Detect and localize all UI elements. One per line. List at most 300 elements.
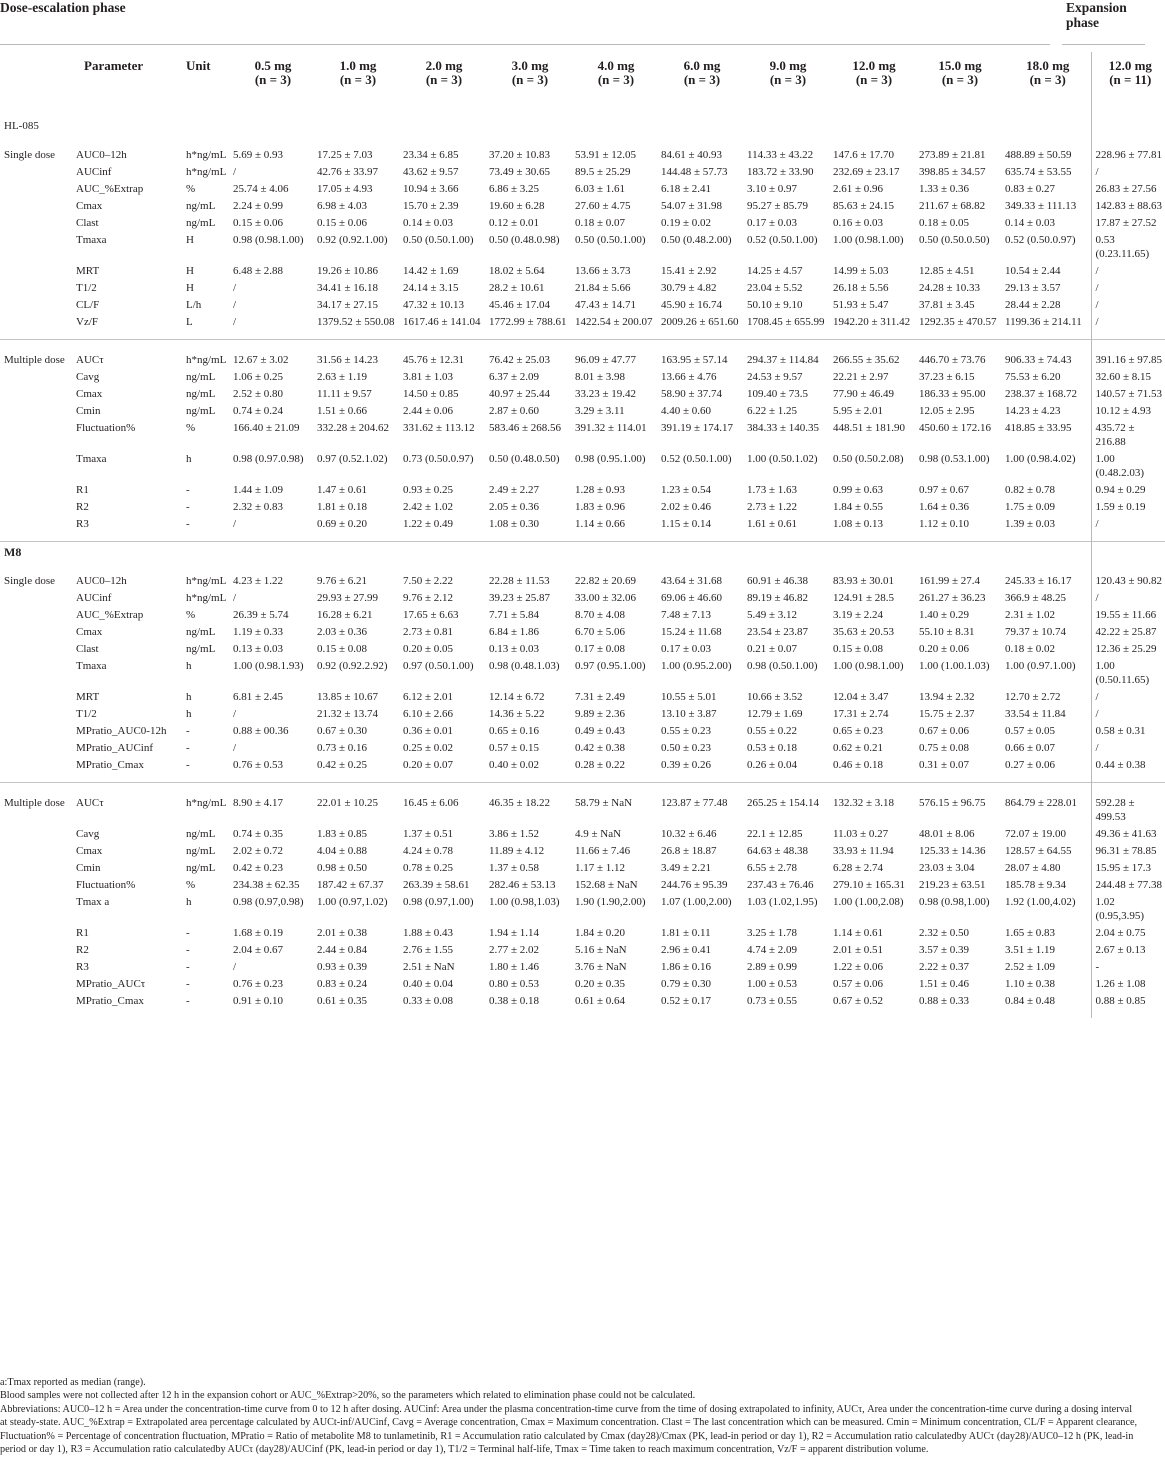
spacer-cell bbox=[829, 116, 915, 135]
value-cell: 95.27 ± 85.79 bbox=[747, 200, 809, 212]
value-cell: 3.49 ± 2.21 bbox=[661, 862, 712, 874]
value-cell: 0.52 (0.50.1.00) bbox=[747, 234, 818, 246]
parameter-cell: T1/2 bbox=[76, 282, 97, 294]
value-cell: 1.84 ± 0.55 bbox=[833, 501, 884, 513]
parameter-cell: R2 bbox=[76, 501, 89, 513]
value-cell: 0.31 ± 0.07 bbox=[919, 759, 970, 771]
value-cell: 21.84 ± 5.66 bbox=[575, 282, 631, 294]
value-cell: 46.35 ± 18.22 bbox=[489, 797, 551, 809]
value-cell: 864.79 ± 228.01 bbox=[1005, 797, 1078, 809]
spacer-cell bbox=[915, 135, 1001, 145]
spacer-cell bbox=[1091, 561, 1165, 571]
unit-cell: h*ng/mL bbox=[186, 592, 227, 604]
value-cell: 1.00 (0.97,1.02) bbox=[317, 896, 388, 908]
value-cell: 31.56 ± 14.23 bbox=[317, 354, 379, 366]
expansion-value-cell: 32.60 ± 8.15 bbox=[1091, 367, 1165, 384]
value-cell: 488.89 ± 50.59 bbox=[1005, 149, 1072, 161]
value-cell: 123.87 ± 77.48 bbox=[661, 797, 728, 809]
spacer-cell bbox=[0, 783, 72, 794]
value-cell: 1.92 (1.00,4.02) bbox=[1005, 896, 1076, 908]
value-cell: 27.60 ± 4.75 bbox=[575, 200, 631, 212]
group-label-blank bbox=[0, 295, 72, 312]
group-label-blank bbox=[0, 639, 72, 656]
spacer-cell bbox=[1001, 329, 1091, 340]
value-cell: 0.98 (0.98,1.00) bbox=[919, 896, 990, 908]
value-cell: 69.06 ± 46.60 bbox=[661, 592, 723, 604]
value-cell: 12.14 ± 6.72 bbox=[489, 691, 545, 703]
value-cell: 0.15 ± 0.06 bbox=[317, 217, 368, 229]
value-cell: 0.52 (0.50.0.97) bbox=[1005, 234, 1076, 246]
value-cell: 47.32 ± 10.13 bbox=[403, 299, 465, 311]
spacer-cell bbox=[399, 772, 485, 783]
value-cell: 391.19 ± 174.17 bbox=[661, 422, 734, 434]
table-row bbox=[0, 480, 1165, 497]
unit-cell: ng/mL bbox=[186, 828, 216, 840]
unit-cell: H bbox=[186, 265, 194, 277]
header-dose: 15.0 mg (n = 3) bbox=[938, 58, 982, 87]
spacer-cell bbox=[229, 135, 313, 145]
value-cell: / bbox=[233, 299, 237, 311]
table-row bbox=[0, 721, 1165, 738]
spacer-cell bbox=[571, 531, 657, 542]
value-cell: 1.12 ± 0.10 bbox=[919, 518, 970, 530]
value-cell: 0.17 ± 0.08 bbox=[575, 643, 626, 655]
spacer-cell bbox=[1091, 116, 1165, 135]
value-cell: 21.32 ± 13.74 bbox=[317, 708, 379, 720]
table-row bbox=[0, 418, 1165, 449]
parameter-cell: MPratio_AUCτ bbox=[76, 978, 146, 990]
value-cell: 28.07 ± 4.80 bbox=[1005, 862, 1061, 874]
unit-cell: L/h bbox=[186, 299, 202, 311]
value-cell: / bbox=[233, 518, 237, 530]
expansion-value-cell: 0.53 (0.23.11.65) bbox=[1091, 230, 1165, 261]
value-cell: 4.23 ± 1.22 bbox=[233, 575, 284, 587]
value-cell: 1.00 (0.98,1.03) bbox=[489, 896, 560, 908]
expansion-value-cell: / bbox=[1091, 588, 1165, 605]
value-cell: 2.51 ± NaN bbox=[403, 961, 455, 973]
value-cell: 0.62 ± 0.21 bbox=[833, 742, 884, 754]
value-cell: 28.2 ± 10.61 bbox=[489, 282, 545, 294]
value-cell: 24.14 ± 3.15 bbox=[403, 282, 459, 294]
value-cell: 2.76 ± 1.55 bbox=[403, 944, 454, 956]
expansion-value-cell: / bbox=[1091, 738, 1165, 755]
expansion-value-cell: 15.95 ± 17.3 bbox=[1091, 858, 1165, 875]
spacer-cell bbox=[1001, 783, 1091, 794]
value-cell: 1.40 ± 0.29 bbox=[919, 609, 970, 621]
table-row bbox=[0, 401, 1165, 418]
value-cell: 76.42 ± 25.03 bbox=[489, 354, 551, 366]
value-cell: 0.55 ± 0.23 bbox=[661, 725, 712, 737]
value-cell: 0.49 ± 0.43 bbox=[575, 725, 626, 737]
spacer-cell bbox=[229, 561, 313, 571]
value-cell: 1.15 ± 0.14 bbox=[661, 518, 712, 530]
value-cell: 0.57 ± 0.05 bbox=[1005, 725, 1056, 737]
spacer-cell bbox=[657, 561, 743, 571]
value-cell: 2.44 ± 0.06 bbox=[403, 405, 454, 417]
value-cell: 0.15 ± 0.06 bbox=[233, 217, 284, 229]
compound-label: M8 bbox=[0, 542, 182, 562]
header-dose: 9.0 mg (n = 3) bbox=[769, 58, 807, 87]
spacer-cell bbox=[915, 542, 1001, 562]
group-label-blank bbox=[0, 213, 72, 230]
expansion-value-cell: 17.87 ± 27.52 bbox=[1091, 213, 1165, 230]
value-cell: 17.65 ± 6.63 bbox=[403, 609, 459, 621]
spacer-cell bbox=[915, 531, 1001, 542]
value-cell: 1.00 (0.98.4.02) bbox=[1005, 453, 1076, 465]
spacer-cell bbox=[399, 116, 485, 135]
unit-cell: h*ng/mL bbox=[186, 166, 227, 178]
value-cell: 0.98 (0.48.1.03) bbox=[489, 660, 560, 672]
value-cell: 0.16 ± 0.03 bbox=[833, 217, 884, 229]
value-cell: 0.50 (0.48.0.98) bbox=[489, 234, 560, 246]
unit-cell: ng/mL bbox=[186, 626, 216, 638]
group-label-blank bbox=[0, 957, 72, 974]
spacer-cell bbox=[743, 561, 829, 571]
value-cell: 1617.46 ± 141.04 bbox=[403, 316, 481, 328]
spacer-cell bbox=[399, 1008, 485, 1018]
spacer-cell bbox=[657, 340, 743, 351]
value-cell: 89.5 ± 25.29 bbox=[575, 166, 631, 178]
header-dose: 1.0 mg (n = 3) bbox=[339, 58, 377, 87]
value-cell: 1.00 (0.98.1.00) bbox=[833, 660, 904, 672]
group-label-blank bbox=[0, 449, 72, 480]
value-cell: 96.09 ± 47.77 bbox=[575, 354, 637, 366]
parameter-cell: AUC_%Extrap bbox=[76, 609, 144, 621]
value-cell: / bbox=[233, 708, 237, 720]
value-cell: 1.08 ± 0.30 bbox=[489, 518, 540, 530]
spacer-cell bbox=[229, 329, 313, 340]
value-cell: 0.40 ± 0.02 bbox=[489, 759, 540, 771]
value-cell: 583.46 ± 268.56 bbox=[489, 422, 562, 434]
parameter-cell: AUCτ bbox=[76, 797, 104, 809]
value-cell: 2.61 ± 0.96 bbox=[833, 183, 884, 195]
value-cell: 6.84 ± 1.86 bbox=[489, 626, 540, 638]
header-dose: 3.0 mg (n = 3) bbox=[511, 58, 549, 87]
table-row bbox=[0, 687, 1165, 704]
spacer-cell bbox=[1001, 135, 1091, 145]
value-cell: 0.73 (0.50.0.97) bbox=[403, 453, 474, 465]
value-cell: 294.37 ± 114.84 bbox=[747, 354, 819, 366]
value-cell: 5.95 ± 2.01 bbox=[833, 405, 884, 417]
unit-cell: L bbox=[186, 316, 193, 328]
value-cell: 232.69 ± 23.17 bbox=[833, 166, 900, 178]
value-cell: 0.36 ± 0.01 bbox=[403, 725, 454, 737]
value-cell: 1772.99 ± 788.61 bbox=[489, 316, 567, 328]
value-cell: 109.40 ± 73.5 bbox=[747, 388, 809, 400]
value-cell: 0.67 ± 0.30 bbox=[317, 725, 368, 737]
spacer-cell bbox=[485, 772, 571, 783]
value-cell: 40.97 ± 25.44 bbox=[489, 388, 551, 400]
spacer-row bbox=[0, 531, 1165, 542]
value-cell: 1.47 ± 0.61 bbox=[317, 484, 368, 496]
value-cell: 1.03 (1.02,1.95) bbox=[747, 896, 818, 908]
spacer-cell bbox=[0, 561, 72, 571]
group-label-blank bbox=[0, 367, 72, 384]
spacer-row bbox=[0, 135, 1165, 145]
unit-cell: ng/mL bbox=[186, 862, 216, 874]
footnote-tmax: a:Tmax reported as median (range). bbox=[0, 1377, 146, 1388]
table-row bbox=[0, 991, 1165, 1008]
value-cell: 5.69 ± 0.93 bbox=[233, 149, 284, 161]
spacer-cell bbox=[743, 340, 829, 351]
value-cell: 0.75 ± 0.08 bbox=[919, 742, 970, 754]
header-parameter: Parameter bbox=[84, 58, 144, 73]
table-row bbox=[0, 162, 1165, 179]
spacer-cell bbox=[829, 329, 915, 340]
unit-cell: % bbox=[186, 422, 196, 434]
group-label-blank bbox=[0, 278, 72, 295]
unit-cell: - bbox=[186, 725, 190, 737]
value-cell: 0.93 ± 0.39 bbox=[317, 961, 368, 973]
spacer-cell bbox=[72, 561, 182, 571]
value-cell: 1.64 ± 0.36 bbox=[919, 501, 970, 513]
value-cell: 6.37 ± 2.09 bbox=[489, 371, 540, 383]
value-cell: 0.14 ± 0.03 bbox=[403, 217, 454, 229]
value-cell: 0.39 ± 0.26 bbox=[661, 759, 712, 771]
value-cell: 144.48 ± 57.73 bbox=[661, 166, 728, 178]
value-cell: 6.55 ± 2.78 bbox=[747, 862, 798, 874]
value-cell: 29.93 ± 27.99 bbox=[317, 592, 379, 604]
value-cell: 0.88 ± 00.36 bbox=[233, 725, 289, 737]
table-body bbox=[0, 116, 1165, 1018]
value-cell: / bbox=[233, 282, 237, 294]
unit-cell: h bbox=[186, 453, 192, 465]
expansion-value-cell: 0.44 ± 0.38 bbox=[1091, 755, 1165, 772]
value-cell: 6.81 ± 2.45 bbox=[233, 691, 284, 703]
parameter-cell: Cavg bbox=[76, 371, 100, 383]
unit-cell: - bbox=[186, 484, 190, 496]
value-cell: 2.52 ± 1.09 bbox=[1005, 961, 1056, 973]
spacer-cell bbox=[829, 135, 915, 145]
value-cell: 0.73 ± 0.55 bbox=[747, 995, 798, 1007]
parameter-cell: Fluctuation% bbox=[76, 422, 136, 434]
value-cell: 75.53 ± 6.20 bbox=[1005, 371, 1061, 383]
expansion-value-cell: 1.00 (0.50.11.65) bbox=[1091, 656, 1165, 687]
value-cell: 37.81 ± 3.45 bbox=[919, 299, 975, 311]
value-cell: 152.68 ± NaN bbox=[575, 879, 638, 891]
value-cell: 0.18 ± 0.05 bbox=[919, 217, 970, 229]
group-label-blank bbox=[0, 738, 72, 755]
value-cell: 17.25 ± 7.03 bbox=[317, 149, 373, 161]
value-cell: 22.21 ± 2.97 bbox=[833, 371, 889, 383]
header-unit: Unit bbox=[186, 58, 211, 73]
header-dose: 0.5 mg (n = 3) bbox=[254, 58, 292, 87]
value-cell: 0.13 ± 0.03 bbox=[233, 643, 284, 655]
group-label-blank bbox=[0, 755, 72, 772]
table-row bbox=[0, 824, 1165, 841]
value-cell: 128.57 ± 64.55 bbox=[1005, 845, 1072, 857]
value-cell: 124.91 ± 28.5 bbox=[833, 592, 895, 604]
spacer-cell bbox=[0, 531, 72, 542]
table-row bbox=[0, 514, 1165, 531]
value-cell: 6.86 ± 3.25 bbox=[489, 183, 540, 195]
value-cell: 1.00 (1.00,2.08) bbox=[833, 896, 904, 908]
expansion-value-cell: 0.58 ± 0.31 bbox=[1091, 721, 1165, 738]
spacer-cell bbox=[1001, 531, 1091, 542]
value-cell: 37.20 ± 10.83 bbox=[489, 149, 551, 161]
parameter-cell: R3 bbox=[76, 518, 89, 530]
expansion-value-cell: / bbox=[1091, 687, 1165, 704]
parameter-cell: AUC_%Extrap bbox=[76, 183, 144, 195]
value-cell: 9.76 ± 2.12 bbox=[403, 592, 454, 604]
value-cell: 163.95 ± 57.14 bbox=[661, 354, 728, 366]
parameter-cell: AUCinf bbox=[76, 166, 112, 178]
expansion-value-cell: 1.26 ± 1.08 bbox=[1091, 974, 1165, 991]
value-cell: 0.14 ± 0.03 bbox=[1005, 217, 1056, 229]
spacer-cell bbox=[313, 135, 399, 145]
header-dose: 12.0 mg (n = 3) bbox=[852, 58, 896, 87]
group-label-blank bbox=[0, 824, 72, 841]
value-cell: 0.18 ± 0.07 bbox=[575, 217, 626, 229]
parameter-cell: Cmax bbox=[76, 626, 103, 638]
parameter-cell: R1 bbox=[76, 927, 89, 939]
parameter-cell: Clast bbox=[76, 643, 99, 655]
spacer-cell bbox=[1001, 542, 1091, 562]
unit-cell: ng/mL bbox=[186, 845, 216, 857]
value-cell: 19.60 ± 6.28 bbox=[489, 200, 545, 212]
unit-cell: h bbox=[186, 708, 192, 720]
value-cell: 0.42 ± 0.25 bbox=[317, 759, 368, 771]
table-row bbox=[0, 261, 1165, 278]
value-cell: 77.90 ± 46.49 bbox=[833, 388, 895, 400]
value-cell: 1.75 ± 0.09 bbox=[1005, 501, 1056, 513]
value-cell: 58.90 ± 37.74 bbox=[661, 388, 723, 400]
table-row bbox=[0, 179, 1165, 196]
value-cell: 45.76 ± 12.31 bbox=[403, 354, 465, 366]
value-cell: 0.67 ± 0.06 bbox=[919, 725, 970, 737]
unit-cell: ng/mL bbox=[186, 405, 216, 417]
spacer-cell bbox=[743, 772, 829, 783]
value-cell: 13.66 ± 4.76 bbox=[661, 371, 717, 383]
spacer-cell bbox=[915, 340, 1001, 351]
value-cell: 2.89 ± 0.99 bbox=[747, 961, 798, 973]
value-cell: 26.8 ± 18.87 bbox=[661, 845, 717, 857]
value-cell: 2.44 ± 0.84 bbox=[317, 944, 368, 956]
value-cell: 45.90 ± 16.74 bbox=[661, 299, 723, 311]
value-cell: 331.62 ± 113.12 bbox=[403, 422, 475, 434]
table-row bbox=[0, 497, 1165, 514]
value-cell: 22.01 ± 10.25 bbox=[317, 797, 379, 809]
value-cell: 6.03 ± 1.61 bbox=[575, 183, 626, 195]
value-cell: 2.42 ± 1.02 bbox=[403, 501, 454, 513]
value-cell: 1.68 ± 0.19 bbox=[233, 927, 284, 939]
expansion-value-cell: 12.36 ± 25.29 bbox=[1091, 639, 1165, 656]
value-cell: 2.22 ± 0.37 bbox=[919, 961, 970, 973]
spacer-cell bbox=[0, 340, 72, 351]
group-label: Multiple dose bbox=[4, 797, 65, 809]
unit-cell: - bbox=[186, 518, 190, 530]
value-cell: 1.51 ± 0.66 bbox=[317, 405, 368, 417]
value-cell: 17.31 ± 2.74 bbox=[833, 708, 889, 720]
value-cell: 83.93 ± 30.01 bbox=[833, 575, 895, 587]
spacer-cell bbox=[1001, 116, 1091, 135]
parameter-cell: Vz/F bbox=[76, 316, 98, 328]
expansion-value-cell: / bbox=[1091, 261, 1165, 278]
spacer-cell bbox=[182, 340, 229, 351]
header-blank bbox=[0, 52, 72, 116]
group-label-blank bbox=[0, 605, 72, 622]
table-row bbox=[0, 295, 1165, 312]
value-cell: 2.24 ± 0.99 bbox=[233, 200, 284, 212]
spacer-cell bbox=[1091, 542, 1165, 562]
parameter-cell: Clast bbox=[76, 217, 99, 229]
spacer-cell bbox=[485, 116, 571, 135]
unit-cell: - bbox=[186, 944, 190, 956]
value-cell: 237.43 ± 76.46 bbox=[747, 879, 814, 891]
value-cell: 4.04 ± 0.88 bbox=[317, 845, 368, 857]
spacer-cell bbox=[229, 340, 313, 351]
group-label-blank bbox=[0, 974, 72, 991]
group-label-blank bbox=[0, 875, 72, 892]
table-row bbox=[0, 605, 1165, 622]
value-cell: 219.23 ± 63.51 bbox=[919, 879, 986, 891]
unit-cell: - bbox=[186, 978, 190, 990]
value-cell: 398.85 ± 34.57 bbox=[919, 166, 986, 178]
unit-cell: H bbox=[186, 282, 194, 294]
spacer-cell bbox=[485, 329, 571, 340]
value-cell: 12.67 ± 3.02 bbox=[233, 354, 289, 366]
spacer-cell bbox=[657, 542, 743, 562]
value-cell: 0.38 ± 0.18 bbox=[489, 995, 540, 1007]
value-cell: 48.01 ± 8.06 bbox=[919, 828, 975, 840]
spacer-cell bbox=[399, 135, 485, 145]
parameter-cell: MPratio_Cmax bbox=[76, 759, 144, 771]
value-cell: 24.28 ± 10.33 bbox=[919, 282, 981, 294]
value-cell: 906.33 ± 74.43 bbox=[1005, 354, 1072, 366]
value-cell: 11.66 ± 7.46 bbox=[575, 845, 631, 857]
spacer-cell bbox=[182, 772, 229, 783]
value-cell: 185.78 ± 9.34 bbox=[1005, 879, 1067, 891]
spacer-cell bbox=[657, 1008, 743, 1018]
spacer-cell bbox=[571, 772, 657, 783]
parameter-cell: CL/F bbox=[76, 299, 100, 311]
value-cell: 349.33 ± 111.13 bbox=[1005, 200, 1077, 212]
value-cell: 42.76 ± 33.97 bbox=[317, 166, 379, 178]
value-cell: 1422.54 ± 200.07 bbox=[575, 316, 653, 328]
value-cell: 17.05 ± 4.93 bbox=[317, 183, 373, 195]
value-cell: 3.19 ± 2.24 bbox=[833, 609, 884, 621]
group-label-blank bbox=[0, 312, 72, 329]
value-cell: 18.02 ± 5.64 bbox=[489, 265, 545, 277]
spacer-cell bbox=[829, 542, 915, 562]
value-cell: 0.25 ± 0.02 bbox=[403, 742, 454, 754]
spacer-cell bbox=[229, 772, 313, 783]
value-cell: 50.10 ± 9.10 bbox=[747, 299, 803, 311]
value-cell: 51.93 ± 5.47 bbox=[833, 299, 889, 311]
value-cell: 391.32 ± 114.01 bbox=[575, 422, 647, 434]
value-cell: 30.79 ± 4.82 bbox=[661, 282, 717, 294]
value-cell: / bbox=[233, 166, 237, 178]
value-cell: 0.50 (0.50.1.00) bbox=[575, 234, 646, 246]
value-cell: 0.98 (0.97,1.00) bbox=[403, 896, 474, 908]
unit-cell: - bbox=[186, 501, 190, 513]
spacer-cell bbox=[657, 329, 743, 340]
expansion-value-cell: - bbox=[1091, 957, 1165, 974]
value-cell: 1.80 ± 1.46 bbox=[489, 961, 540, 973]
spacer-cell bbox=[1091, 329, 1165, 340]
value-cell: 8.70 ± 4.08 bbox=[575, 609, 626, 621]
spacer-cell bbox=[743, 1008, 829, 1018]
spacer-cell bbox=[829, 340, 915, 351]
value-cell: 7.71 ± 5.84 bbox=[489, 609, 540, 621]
value-cell: 0.76 ± 0.53 bbox=[233, 759, 284, 771]
value-cell: 43.62 ± 9.57 bbox=[403, 166, 459, 178]
value-cell: 261.27 ± 36.23 bbox=[919, 592, 986, 604]
group-label-blank bbox=[0, 179, 72, 196]
value-cell: 33.93 ± 11.94 bbox=[833, 845, 894, 857]
compound-row bbox=[0, 542, 1165, 562]
value-cell: 45.46 ± 17.04 bbox=[489, 299, 551, 311]
